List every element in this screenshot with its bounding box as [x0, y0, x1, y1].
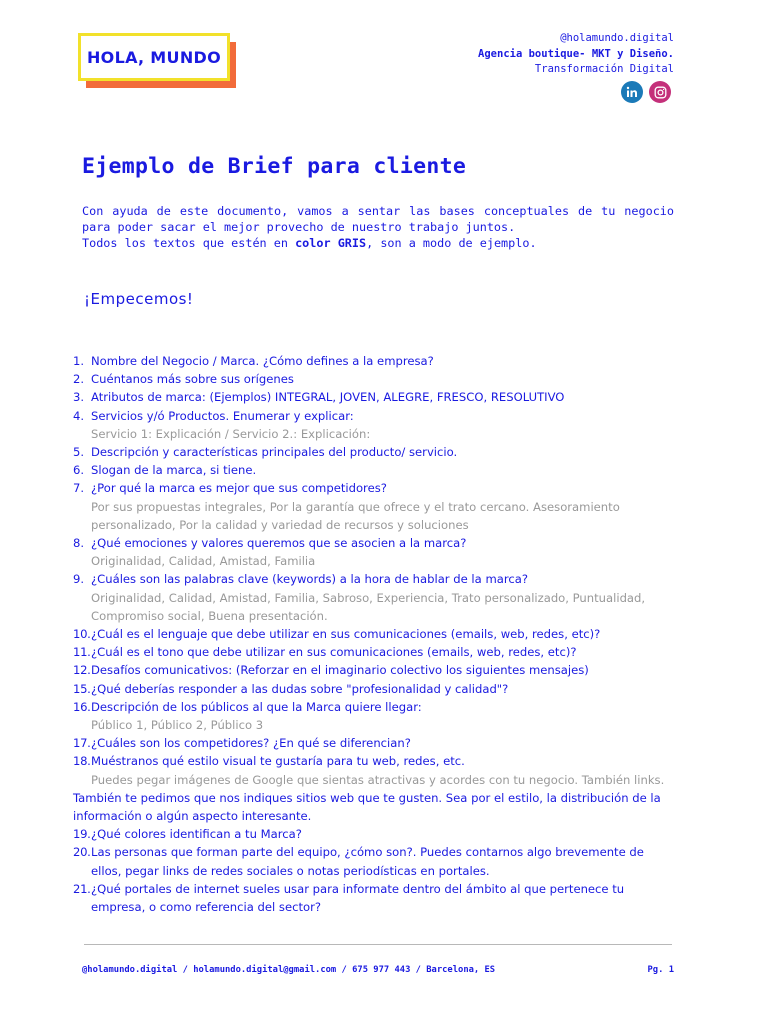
question-text: Muéstranos qué estilo visual te gustaría para tu web, redes, etc. [91, 754, 465, 769]
question-number: 21. [73, 881, 91, 896]
intro-bold-highlight: color GRIS [295, 236, 367, 250]
question-number: 1. [73, 354, 85, 368]
question-text: ¿Qué deberías responder a las dudas sobre "profesionalidad y calidad"? [91, 681, 509, 696]
intro-line-2-prefix: Todos los textos que estén en [82, 236, 296, 250]
question-item [73, 461, 673, 479]
question-number: 12. [73, 663, 91, 678]
page-title: Ejemplo de Brief para cliente [82, 154, 467, 179]
question-text: Servicios y/ó Productos. Enumerar y explicar: [91, 408, 354, 423]
question-example: Puedes pegar imágenes de Google que sientas atractivas y acordes con tu negocio. También links. [91, 772, 665, 787]
instagram-icon[interactable] [649, 81, 671, 103]
intro-line-1: Con ayuda de este documento, vamos a sentar las bases conceptuales de tu negocio para poder sacar el mejor provecho de nuestro trabajo juntos. [82, 204, 674, 234]
question-example: Público 1, Público 2, Público 3 [91, 718, 264, 733]
question-item [73, 570, 673, 625]
question-number: 2. [73, 372, 85, 387]
question-number: 16. [73, 699, 91, 714]
question-example: Originalidad, Calidad, Amistad, Familia [91, 554, 316, 569]
question-item [73, 789, 673, 825]
linkedin-icon[interactable] [621, 81, 643, 103]
question-item [73, 825, 673, 843]
question-item [73, 752, 673, 788]
question-text: ¿Qué colores identifican a tu Marca? [91, 827, 302, 842]
question-item [73, 880, 673, 916]
question-number: 5. [73, 445, 85, 460]
question-example: Servicio 1: Explicación / Servicio 2.: Explicación: [91, 426, 371, 441]
logo [78, 33, 238, 89]
question-text: ¿Cuáles son las palabras clave (keywords) a la hora de hablar de la marca? [91, 572, 528, 587]
header-handle: @holamundo.digital [560, 32, 674, 44]
header-contact [478, 31, 674, 78]
question-item [73, 443, 673, 461]
question-number: 15. [73, 681, 91, 696]
question-item [73, 352, 673, 370]
question-item [73, 479, 673, 534]
question-item [73, 734, 673, 752]
question-number: 6. [73, 463, 85, 478]
question-text: Descripción de los públicos al que la Marca quiere llegar: [91, 699, 422, 714]
question-text: ¿Cuál es el lenguaje que debe utilizar en sus comunicaciones (emails, web, redes, etc)? [91, 627, 601, 642]
question-number: 20. [73, 845, 91, 860]
question-text: Cuéntanos más sobre sus orígenes [91, 372, 294, 387]
question-example: Por sus propuestas integrales, Por la garantía que ofrece y el trato cercano. Asesoramiento personalizado, Por la calidad y variedad de recursos y soluciones [91, 499, 620, 532]
intro-paragraph [82, 203, 674, 251]
question-item [73, 843, 673, 879]
question-item [73, 625, 673, 643]
footer-divider [84, 944, 672, 945]
question-number: 8. [73, 536, 85, 551]
question-number: 4. [73, 408, 85, 423]
question-number: 17. [73, 736, 91, 751]
question-item [73, 388, 673, 406]
question-number: 3. [73, 390, 85, 405]
question-item [73, 643, 673, 661]
question-text: Atributos de marca: (Ejemplos) INTEGRAL, JOVEN, ALEGRE, FRESCO, RESOLUTIVO [91, 390, 565, 405]
question-text: Las personas que forman parte del equipo, ¿cómo son?. Puedes contarnos algo brevemente de ellos, pegar links de redes sociales o notas periodísticas en portales. [91, 845, 644, 878]
question-number: 18. [73, 754, 91, 769]
question-item [73, 698, 673, 734]
intro-line-2-suffix: , son a modo de ejemplo. [366, 236, 537, 250]
question-number: 19. [73, 827, 91, 842]
header-tagline: Transformación Digital [534, 63, 674, 75]
logo-text: HOLA, MUNDO [78, 33, 230, 81]
question-text: ¿Qué emociones y valores queremos que se asocien a la marca? [91, 536, 467, 551]
question-text: Desafíos comunicativos: (Reforzar en el imaginario colectivo los siguientes mensajes) [91, 663, 589, 678]
question-text: ¿Cuáles son los competidores? ¿En qué se diferencian? [91, 736, 411, 751]
question-number: 10. [73, 627, 91, 642]
header-agency: Agencia boutique- MKT y Diseño. [478, 47, 674, 60]
question-text: También te pedimos que nos indiques sitios web que te gusten. Sea por el estilo, la distribución de la información o algún aspecto interesante. [73, 790, 661, 824]
question-item [73, 534, 673, 570]
footer-contact: @holamundo.digital / holamundo.digital@gmail.com / 675 977 443 / Barcelona, ES [82, 965, 496, 975]
social-links [621, 81, 671, 103]
question-number: 9. [73, 572, 85, 587]
footer [82, 965, 674, 975]
question-number: 11. [73, 645, 91, 660]
question-text: Nombre del Negocio / Marca. ¿Cómo defines a la empresa? [91, 354, 434, 368]
question-text: Slogan de la marca, si tiene. [91, 463, 257, 478]
intro-line-2 [82, 235, 674, 251]
question-item [73, 370, 673, 388]
question-example: Originalidad, Calidad, Amistad, Familia, Sabroso, Experiencia, Trato personalizado, Puntualidad, Compromiso social, Buena presentación. [91, 590, 646, 623]
question-number: 7. [73, 481, 85, 496]
question-text: ¿Por qué la marca es mejor que sus competidores? [91, 481, 387, 496]
question-item [73, 407, 673, 443]
footer-page-number: Pg. 1 [647, 965, 674, 975]
start-heading: ¡Empecemos! [84, 290, 194, 308]
question-list [73, 352, 673, 916]
question-text: Descripción y características principales del producto/ servicio. [91, 445, 458, 460]
question-item [73, 680, 673, 698]
question-item [73, 661, 673, 679]
question-text: ¿Cuál es el tono que debe utilizar en sus comunicaciones (emails, web, redes, etc)? [91, 645, 577, 660]
question-text: ¿Qué portales de internet sueles usar para informate dentro del ámbito al que pertenece tu empresa, o como referencia del sector? [91, 881, 625, 915]
